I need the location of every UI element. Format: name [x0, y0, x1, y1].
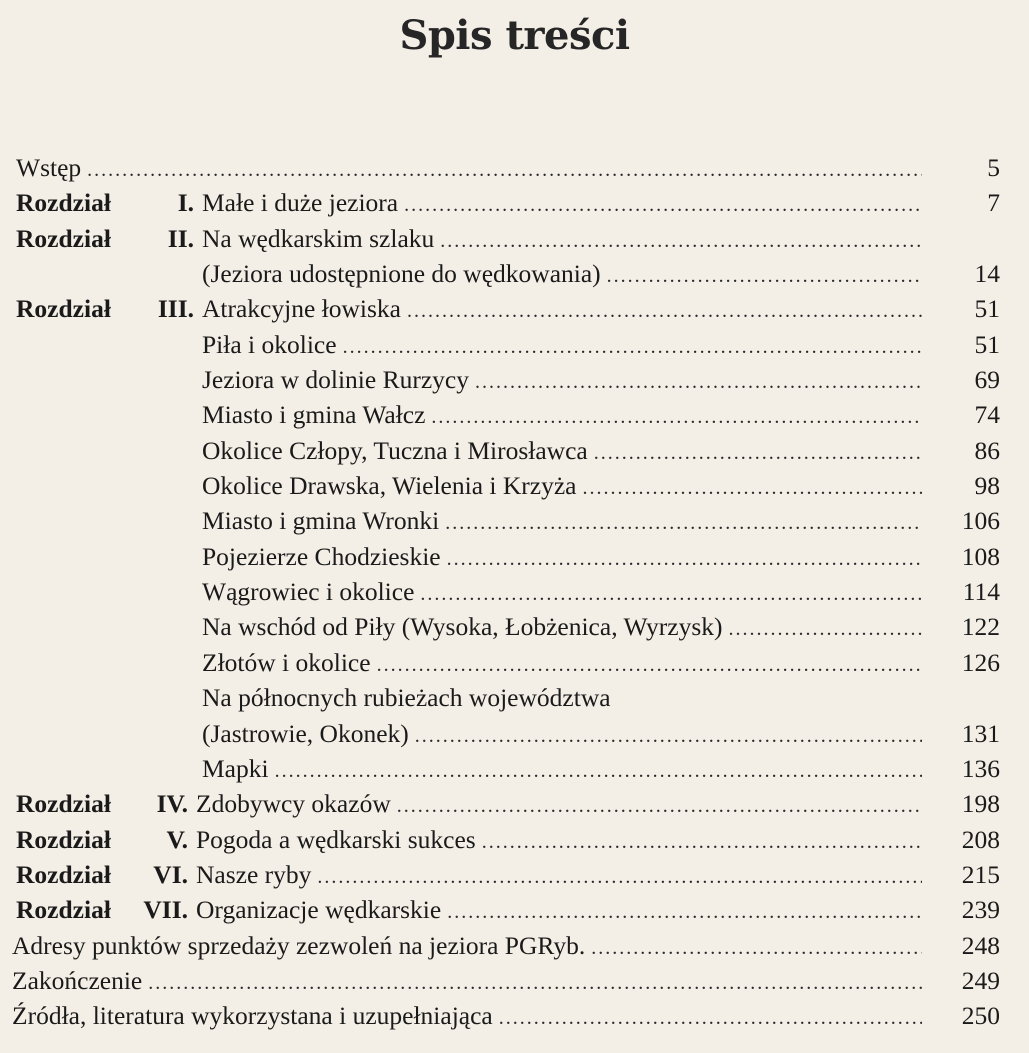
- toc-row: [12, 150, 1002, 185]
- dot-leader: [591, 931, 922, 966]
- dot-leader: [275, 754, 922, 789]
- entry-title: (Jastrowie, Okonek): [202, 718, 409, 748]
- toc-entry: [202, 362, 922, 400]
- chapter-label: Rozdział: [16, 789, 111, 819]
- dot-leader: [594, 436, 922, 471]
- entry-title: Piła i okolice: [202, 329, 337, 359]
- dot-leader: [420, 577, 922, 612]
- entry-title: Adresy punktów sprzedaży zezwoleń na jeziora PGRyb.: [12, 930, 586, 960]
- toc-row: [12, 574, 1002, 609]
- dot-leader: [377, 648, 922, 683]
- toc-entry: [202, 468, 922, 506]
- toc-row: [12, 609, 1002, 644]
- page-number: 249: [961, 965, 1000, 995]
- toc-row: [12, 433, 1002, 468]
- toc-entry: [202, 645, 922, 683]
- toc-row: [12, 680, 1002, 715]
- chapter-label: Rozdział: [16, 294, 111, 324]
- chapter-label: Rozdział: [16, 223, 111, 253]
- entry-title: Miasto i gmina Wronki: [202, 506, 440, 536]
- page-number: 208: [961, 824, 1000, 854]
- entry-title: (Jeziora udostępnione do wędkowania): [202, 259, 601, 289]
- toc-row: [12, 291, 1002, 326]
- toc-entry: [202, 539, 922, 577]
- page-number: 250: [961, 1001, 1000, 1031]
- page-number: 106: [961, 506, 1000, 536]
- entry-title: Okolice Człopy, Tuczna i Mirosławca: [202, 435, 588, 465]
- chapter-number: II.: [167, 223, 194, 253]
- table-of-contents: [12, 150, 1002, 1034]
- toc-row: [12, 928, 1002, 963]
- page-number: 108: [961, 541, 1000, 571]
- toc-entry: [202, 503, 922, 541]
- dot-leader: [445, 506, 922, 541]
- chapter-number: VII.: [143, 895, 188, 925]
- toc-row: [12, 185, 1002, 220]
- entry-title: Na wędkarskim szlaku: [202, 223, 435, 253]
- dot-leader: [482, 825, 922, 860]
- dot-leader: [343, 330, 922, 365]
- dot-leader: [607, 259, 922, 294]
- dot-leader: [415, 719, 922, 754]
- page-number: 14: [974, 259, 1000, 289]
- toc-row: [12, 256, 1002, 291]
- toc-entry: [196, 786, 922, 824]
- dot-leader: [475, 365, 922, 400]
- toc-entry: [202, 185, 922, 223]
- page-number: 136: [961, 753, 1000, 783]
- toc-row: [12, 468, 1002, 503]
- page-number: 98: [974, 471, 1000, 501]
- page-number: 86: [974, 435, 1000, 465]
- entry-title: Wągrowiec i okolice: [202, 577, 415, 607]
- dot-leader: [431, 400, 922, 435]
- toc-entry: [202, 716, 922, 754]
- chapter-number: V.: [166, 824, 188, 854]
- entry-title: Pogoda a wędkarski sukces: [196, 824, 476, 854]
- dot-leader: [148, 966, 922, 1001]
- entry-title: Jeziora w dolinie Rurzycy: [202, 365, 469, 395]
- page-number: 239: [961, 895, 1000, 925]
- entry-title: Na północnych rubieżach województwa: [202, 683, 611, 713]
- chapter-label: Rozdział: [16, 895, 111, 925]
- toc-entry: [196, 892, 922, 930]
- dot-leader: [407, 294, 922, 329]
- page-number: 114: [962, 577, 1000, 607]
- dot-leader: [404, 188, 922, 223]
- toc-entry: [202, 291, 922, 329]
- entry-title: Organizacje wędkarskie: [196, 895, 442, 925]
- chapter-label: Rozdział: [16, 824, 111, 854]
- toc-entry: [196, 822, 922, 860]
- entry-title: Atrakcyjne łowiska: [202, 294, 401, 324]
- toc-entry: [12, 963, 922, 1001]
- page-number: 7: [987, 188, 1000, 218]
- dot-leader: [582, 471, 922, 506]
- toc-entry: [196, 857, 922, 895]
- toc-entry: [202, 327, 922, 365]
- toc-entry: [12, 998, 922, 1036]
- dot-leader: [397, 789, 922, 824]
- entry-title: Małe i duże jeziora: [202, 188, 399, 218]
- toc-row: [12, 503, 1002, 538]
- toc-entry: [202, 256, 922, 294]
- toc-entry: [202, 221, 922, 259]
- toc-row: [12, 397, 1002, 432]
- toc-row: [12, 327, 1002, 362]
- page-number: 69: [974, 365, 1000, 395]
- toc-entry: [202, 433, 922, 471]
- toc-row: [12, 963, 1002, 998]
- dot-leader: [317, 860, 922, 895]
- toc-row: [12, 645, 1002, 680]
- toc-entry: [202, 397, 922, 435]
- chapter-number: VI.: [153, 859, 188, 889]
- toc-row: [12, 362, 1002, 397]
- entry-title: Źródła, literatura wykorzystana i uzupełniająca: [12, 1001, 493, 1031]
- entry-title: Zdobywcy okazów: [196, 789, 391, 819]
- entry-title: Zakończenie: [12, 965, 143, 995]
- chapter-number: III.: [157, 294, 194, 324]
- page-number: 198: [961, 789, 1000, 819]
- toc-row: [12, 221, 1002, 256]
- entry-title: Nasze ryby: [196, 859, 312, 889]
- entry-title: Okolice Drawska, Wielenia i Krzyża: [202, 471, 577, 501]
- entry-title: Pojezierze Chodzieskie: [202, 541, 441, 571]
- entry-title: Mapki: [202, 753, 269, 783]
- page-number: 126: [961, 647, 1000, 677]
- dot-leader: [729, 612, 923, 647]
- toc-row: [12, 539, 1002, 574]
- page-number: 51: [974, 329, 1000, 359]
- page-number: 74: [974, 400, 1000, 430]
- toc-row: [12, 716, 1002, 751]
- toc-entry: [12, 928, 922, 966]
- entry-title: Wstęp: [16, 153, 82, 182]
- dot-leader: [447, 895, 922, 930]
- page-number: 248: [961, 930, 1000, 960]
- toc-row: [12, 751, 1002, 786]
- page-number: 51: [974, 294, 1000, 324]
- toc-row: [12, 822, 1002, 857]
- page-number: 122: [961, 612, 1000, 642]
- page-number: 131: [961, 718, 1000, 748]
- toc-row: [12, 998, 1002, 1033]
- entry-title: Złotów i okolice: [202, 647, 371, 677]
- toc-row: [12, 786, 1002, 821]
- dot-leader: [87, 153, 922, 188]
- dot-leader: [447, 542, 922, 577]
- dot-leader: [499, 1001, 922, 1036]
- page-title: Spis treści: [399, 12, 630, 59]
- page-number: 5: [987, 153, 1000, 182]
- toc-row: [12, 892, 1002, 927]
- entry-title: Miasto i gmina Wałcz: [202, 400, 426, 430]
- toc-entry: [202, 751, 922, 789]
- toc-entry: [202, 609, 922, 647]
- chapter-label: Rozdział: [16, 188, 111, 218]
- chapter-number: I.: [177, 188, 194, 218]
- dot-leader: [440, 224, 922, 259]
- toc-row: [12, 857, 1002, 892]
- entry-title: Na wschód od Piły (Wysoka, Łobżenica, Wyrzysk): [202, 612, 723, 642]
- page-number: 215: [961, 859, 1000, 889]
- chapter-number: IV.: [156, 789, 188, 819]
- toc-entry: [202, 574, 922, 612]
- toc-entry: [16, 150, 922, 188]
- chapter-label: Rozdział: [16, 859, 111, 889]
